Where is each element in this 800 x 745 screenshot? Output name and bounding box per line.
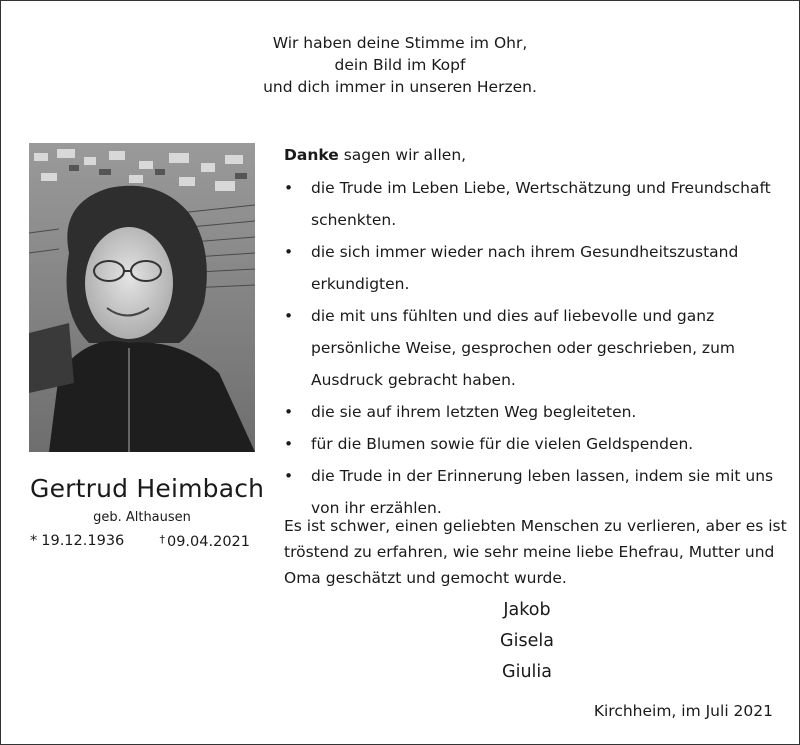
list-item-continuation: von ihr erzählen.: [311, 499, 442, 517]
family-member: Jakob: [503, 600, 551, 620]
list-item-text: die sie auf ihrem letzten Weg begleiteten.: [311, 403, 637, 421]
closing-line: Oma geschätzt und gemocht wurde.: [284, 569, 567, 587]
thanks-list: [284, 172, 784, 524]
death-date-value: 09.04.2021: [166, 534, 250, 550]
bullet-icon: •: [284, 467, 294, 485]
list-item: [284, 172, 784, 236]
bullet-icon: •: [284, 307, 294, 325]
list-item-text: für die Blumen sowie für die vielen Geldspenden.: [311, 435, 694, 453]
poem-line: und dich immer in unseren Herzen.: [263, 78, 537, 96]
place-date: Kirchheim, im Juli 2021: [593, 702, 773, 720]
thanks-intro-bold: Danke: [284, 146, 339, 164]
thanks-intro-rest: sagen wir allen,: [338, 146, 467, 164]
birth-date: [30, 533, 124, 549]
memorial-poem: [200, 32, 600, 98]
closing-line: tröstend zu erfahren, wie sehr meine liebe Ehefrau, Mutter und: [284, 543, 775, 561]
poem-line: Wir haben deine Stimme im Ohr,: [272, 34, 528, 52]
list-item: [284, 300, 784, 396]
deceased-name: Gertrud Heimbach: [30, 474, 265, 503]
list-item-continuation: erkundigten.: [311, 275, 410, 293]
family-member: Gisela: [500, 631, 554, 651]
closing-line: Es ist schwer, einen geliebten Menschen zu verlieren, aber es ist: [284, 517, 787, 535]
maiden-name: geb. Althausen: [93, 510, 191, 525]
thanks-section: [284, 142, 784, 524]
bullet-icon: •: [284, 403, 294, 421]
closing-text: [284, 513, 787, 591]
list-item-text: die Trude in der Erinnerung leben lassen, indem sie mit uns: [311, 467, 774, 485]
birth-star-icon: *: [30, 533, 38, 549]
death-cross-icon: †: [159, 533, 165, 546]
portrait-photo: [29, 143, 255, 452]
bullet-icon: •: [284, 179, 294, 197]
bullet-icon: •: [284, 243, 294, 261]
list-item-text: die sich immer wieder nach ihrem Gesundheitszustand: [311, 243, 739, 261]
list-item: [284, 236, 784, 300]
family-signatures: [427, 595, 627, 688]
list-item: [284, 396, 784, 428]
list-item-continuation: schenkten.: [311, 211, 397, 229]
death-date: [159, 533, 250, 550]
list-item-text: die Trude im Leben Liebe, Wertschätzung und Freundschaft: [311, 179, 771, 197]
birth-date-value: 19.12.1936: [41, 533, 125, 549]
list-item-continuation: persönliche Weise, gesprochen oder geschrieben, zum: [311, 339, 735, 357]
list-item-continuation: Ausdruck gebracht haben.: [311, 371, 516, 389]
family-member: Giulia: [502, 662, 552, 682]
list-item-text: die mit uns fühlten und dies auf liebevolle und ganz: [311, 307, 715, 325]
thanks-intro: [284, 142, 784, 168]
poem-line: dein Bild im Kopf: [334, 56, 466, 74]
list-item: [284, 428, 784, 460]
bullet-icon: •: [284, 435, 294, 453]
